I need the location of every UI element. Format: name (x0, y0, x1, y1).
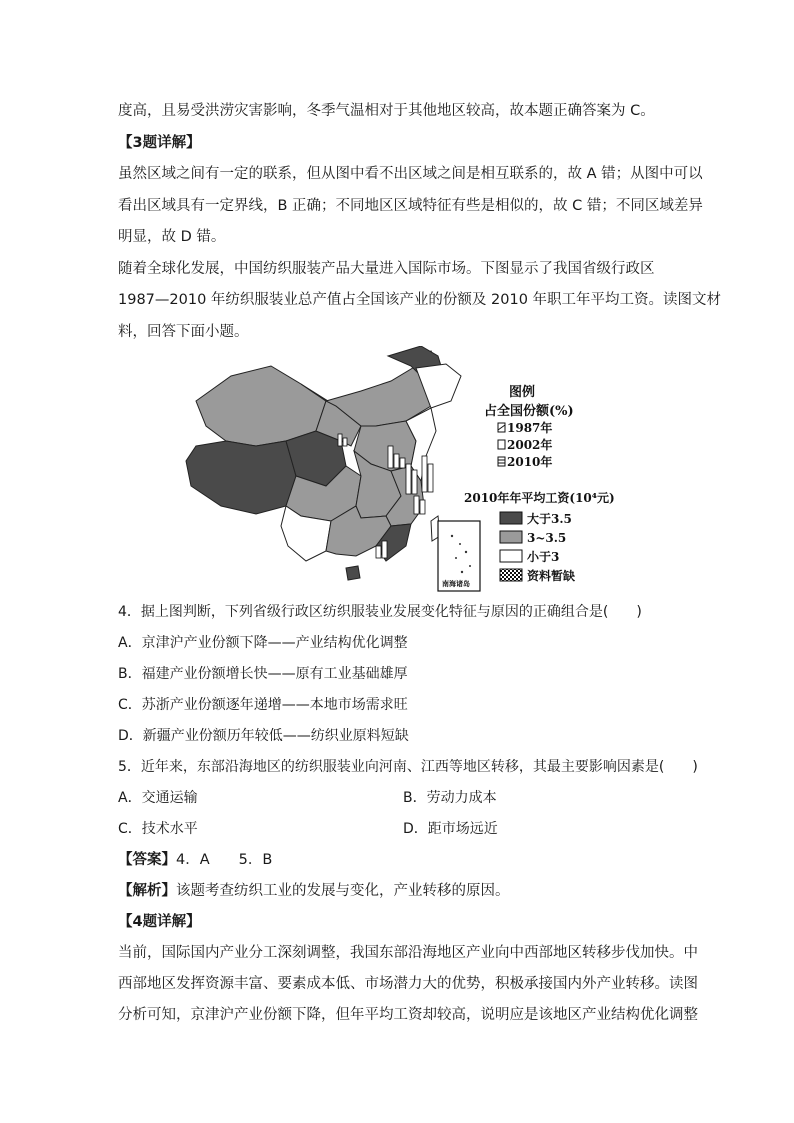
legend-wage-low-swatch (500, 550, 522, 562)
answer-tag: 【答案】 (118, 852, 176, 868)
legend-2002-label: 2002年 (507, 438, 553, 452)
legend-wage-high-label: 大于3.5 (527, 512, 572, 526)
legend-wage-title: 2010年年平均工资(10⁴元) (464, 491, 615, 505)
q4-option-d: D．新疆产业份额历年较低——纺织业原料短缺 (118, 728, 409, 744)
para-q3-line1: 虽然区域之间有一定的联系，但从图中看不出区域之间是相互联系的，故 A 错；从图中可以 (118, 166, 703, 182)
legend-share-title: 占全国份额(%) (484, 404, 574, 419)
intro-line1: 随着全球化发展，中国纺织服装产品大量进入国际市场。下图显示了我国省级行政区 (118, 261, 655, 277)
heading-q3: 【3题详解】 (118, 135, 201, 151)
analysis-line (118, 881, 510, 901)
q5-option-a: A．交通运输 (118, 790, 198, 806)
intro-line2: 1987—2010 年纺织服装业总产值占全国该产业的份额及 2010 年职工年平均工资。读图文材 (118, 292, 722, 308)
answer-text: 4．A 5．B (176, 852, 273, 868)
inset-label: 南海诸岛 (442, 579, 470, 588)
legend-2010-swatch (498, 457, 505, 466)
q4-option-c: C．苏浙产业份额逐年递增——本地市场需求旺 (118, 697, 408, 713)
q4-option-a: A．京津沪产业份额下降——产业结构优化调整 (118, 635, 408, 651)
heading-q4: 【4题详解】 (118, 914, 201, 930)
legend-wage-mid-label: 3~3.5 (527, 531, 567, 545)
legend-2010-label: 2010年 (507, 455, 553, 469)
legend-wage-mid-swatch (500, 531, 522, 543)
q4-option-b: B．福建产业份额增长快——原有工业基础雄厚 (118, 666, 408, 682)
q5-option-c: C．技术水平 (118, 821, 198, 837)
q5-option-d: D．距市场远近 (403, 821, 498, 837)
legend-2002-swatch (498, 440, 505, 449)
china-map-svg (176, 346, 636, 594)
analysis-tag: 【解析】 (118, 883, 176, 899)
legend-wage-high-swatch (500, 512, 522, 524)
legend-no-data-label: 资料暂缺 (527, 569, 576, 583)
question-4: 4．据上图判断，下列省级行政区纺织服装业发展变化特征与原因的正确组合是( ) (118, 604, 642, 620)
para-q3-line3: 明显，故 D 错。 (118, 229, 226, 245)
q5-option-b: B．劳动力成本 (403, 790, 497, 806)
legend-no-data-swatch (500, 569, 522, 581)
map-tibet (186, 441, 296, 514)
line-1: 度高，且易受洪涝灾害影响，冬季气温相对于其他地区较高，故本题正确答案为 C。 (118, 103, 655, 119)
legend-title: 图例 (509, 385, 536, 400)
para-q4-line1: 当前，国际国内产业分工深刻调整，我国东部沿海地区产业向中西部地区转移步伐加快。中 (118, 945, 698, 961)
analysis-text: 该题考查纺织工业的发展与变化，产业转移的原因。 (176, 883, 510, 899)
question-5: 5．近年来，东部沿海地区的纺织服装业向河南、江西等地区转移，其最主要影响因素是( ) (118, 759, 698, 775)
intro-line3: 料，回答下面小题。 (118, 324, 249, 340)
map-hainan (346, 566, 360, 580)
para-q4-line2: 西部地区发挥资源丰富、要素成本低、市场潜力大的优势，积极承接国内外产业转移。读图 (118, 976, 698, 992)
legend-wage-low-label: 小于3 (527, 550, 560, 564)
legend-1987-label: 1987年 (507, 421, 553, 435)
para-q4-line3: 分析可知，京津沪产业份额下降，但年平均工资却较高，说明应是该地区产业结构优化调整 (118, 1007, 698, 1023)
para-q3-line2: 看出区域具有一定界线，B 正确；不同地区区域特征有些是相似的，故 C 错；不同区域差异 (118, 198, 703, 214)
answer-line (118, 850, 272, 870)
china-map-figure (176, 346, 636, 594)
